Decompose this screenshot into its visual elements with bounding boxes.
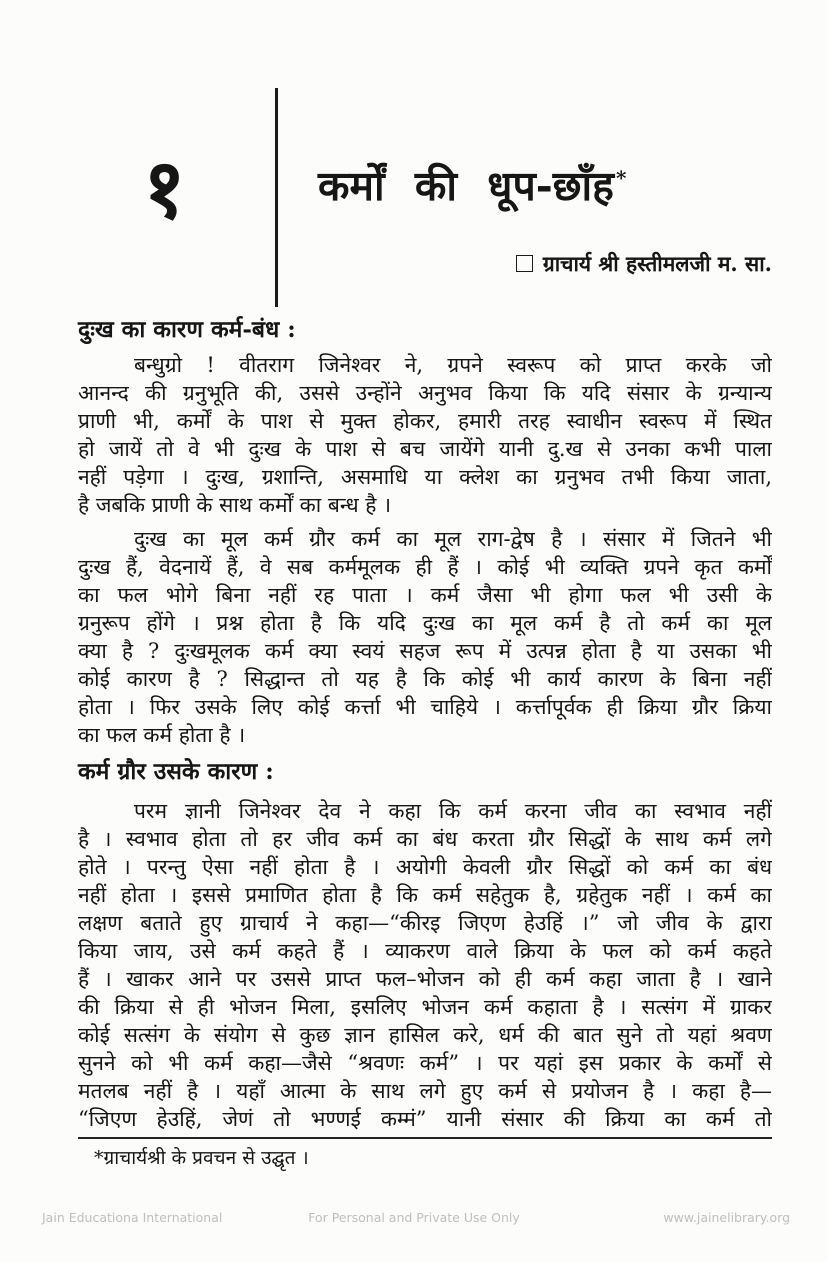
text-line: लक्षण बताते हुए ग्राचार्य ने कहा—“कीरइ जिएण हेउहिं ।” जो जीव के द्वारा [78, 911, 772, 935]
chapter-header [0, 0, 828, 315]
text-line: नहीं होता । इससे प्रमाणित होता है कि कर्म सहेतुक है, ग्रहेतुक नहीं । कर्म का [78, 883, 772, 907]
text-line: है । स्वभाव होता तो हर जीव कर्म का बंध करता ग्रौर सिद्धों के साथ कर्म लगे [78, 827, 772, 851]
text-line: नहीं पड़ेगा । दुःख, ग्रशान्ति, असमाधि या क्लेश का ग्रनुभव तभी किया जाता, [78, 465, 772, 489]
paragraph-2 [78, 525, 772, 749]
text-line: सुनने को भी कर्म कहा—जैसे “श्रवणः कर्म” । पर यहां इस प्रकार के कर्मों से [78, 1051, 772, 1075]
title-footnote-marker: * [615, 166, 627, 191]
footnote-divider [78, 1137, 772, 1139]
text-line: का फल कर्म होता है । [78, 723, 246, 747]
text-line: मतलब नहीं है । यहाँ आत्मा के साथ लगे हुए कर्म से प्रयोजन है । कहा है— [78, 1079, 772, 1103]
text-line: कोई कारण है ? सिद्धान्त तो यह है कि कोई भी कार्य कारण के बिना नहीं [78, 667, 772, 691]
paragraph-3 [78, 797, 772, 1133]
section-heading-1: दुःख का कारण कर्म-बंध : [78, 316, 296, 343]
chapter-number: १ [143, 141, 186, 237]
text-line: हो जायें तो वे भी दुःख के पाश से बच जायेंगे यानी दु.ख से उनका कभी पाला [78, 437, 772, 461]
open-square-icon [516, 255, 533, 272]
text-line: ग्रनुरूप होंगे । प्रश्न होता है कि यदि दुःख का मूल कर्म है तो कर्म का मूल [78, 611, 772, 635]
text-line: आनन्द की ग्रनुभूति की, उससे उन्होंने अनुभव किया कि यदि संसार के ग्रन्यान्य [78, 381, 772, 405]
vertical-divider [275, 88, 278, 307]
chapter-title [318, 163, 626, 210]
section-heading-2: कर्म ग्रौर उसके कारण : [78, 758, 274, 785]
author-name: ग्राचार्य श्री हस्तीमलजी म. सा. [542, 251, 772, 276]
footer-publisher: Jain Educationa International [42, 1210, 223, 1225]
text-line: बन्धुग्रो ! वीतराग जिनेश्वर ने, ग्रपने स्वरूप को प्राप्त करके जो [134, 353, 772, 377]
text-line: प्राणी भी, कर्मों के पाश से मुक्त होकर, हमारी तरह स्वाधीन स्वरूप में स्थित [78, 409, 772, 433]
footer-website: www.jainelibrary.org [663, 1210, 790, 1225]
text-line: हैं । खाकर आने पर उससे प्राप्त फल–भोजन को ही कर्म कहा जाता है । खाने [78, 967, 772, 991]
footer-usage-note: For Personal and Private Use Only [308, 1210, 520, 1225]
text-line: की क्रिया से ही भोजन मिला, इसलिए भोजन कर्म कहाता है । सत्संग में ग्राकर [78, 995, 772, 1019]
text-line: है जबकि प्राणी के साथ कर्मों का बन्ध है । [78, 493, 392, 517]
text-line: का फल भोगे बिना नहीं रह पाता । कर्म जैसा भी होगा फल भी उसी के [78, 583, 772, 607]
text-line: “जिएण हेउहिं, जेणं तो भण्णई कम्मं” यानी संसार की क्रिया का कर्म तो [78, 1107, 772, 1131]
text-line: दुःख हैं, वेदनायें हैं, वे सब कर्ममूलक ही हैं । कोई भी व्यक्ति ग्रपने कृत कर्मों [78, 555, 772, 579]
text-line: कोई सत्संग के संयोग से कुछ ज्ञान हासिल करे, धर्म की बात सुने तो यहां श्रवण [78, 1023, 772, 1047]
footnote: *ग्राचार्यश्री के प्रवचन से उद्घृत । [94, 1147, 309, 1169]
text-line: क्या है ? दुःखमूलक कर्म क्या स्वयं सहज रूप में उत्पन्न होता है या उसका भी [78, 639, 772, 663]
body-column [78, 315, 772, 1171]
text-line: होता । फिर उसके लिए कोई कर्त्ता भी चाहिये । कर्त्तापूर्वक ही क्रिया ग्रौर क्रिया [78, 695, 772, 719]
text-line: होते । परन्तु ऐसा नहीं होता है । अयोगी केवली ग्रौर सिद्धों को कर्म का बंध [78, 855, 772, 879]
text-line: किया जाय, उसे कर्म कहते हैं । व्याकरण वाले क्रिया के फल को कर्म कहते [78, 939, 772, 963]
author-line [516, 250, 772, 278]
text-line: परम ज्ञानी जिनेश्वर देव ने कहा कि कर्म करना जीव का स्वभाव नहीं [134, 799, 772, 823]
chapter-title-text: कर्मों की धूप-छाँह [318, 162, 614, 210]
paragraph-1 [78, 351, 772, 519]
text-line: दुःख का मूल कर्म ग्रौर कर्म का मूल राग-द्वेष है । संसार में जितने भी [134, 527, 772, 551]
